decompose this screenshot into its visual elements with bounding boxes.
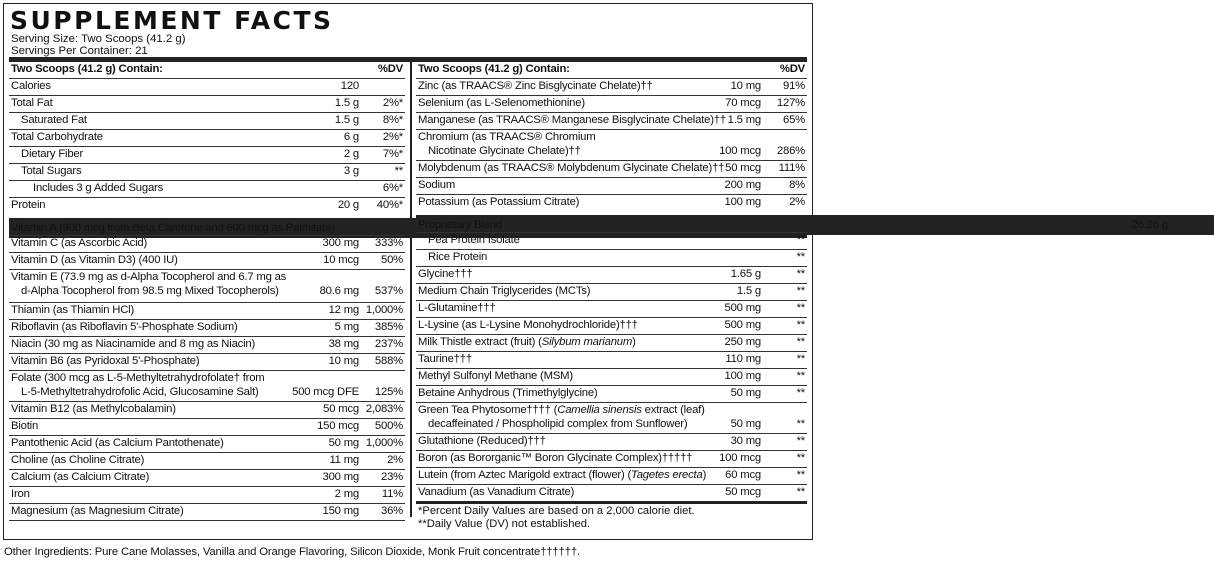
nutrient-row <box>9 235 405 253</box>
nutrient-dv: ** <box>796 234 805 246</box>
nutrient-row <box>9 302 405 320</box>
nutrient-name: Methyl Sulfonyl Methane (MSM) <box>418 370 573 382</box>
nutrient-amount: 10 mcg <box>323 254 359 266</box>
column-header <box>9 62 405 78</box>
nutrient-name: Vitamin B12 (as Methylcobalamin) <box>11 403 176 415</box>
nutrient-name: Selenium (as L-Selenomethionine) <box>418 97 585 109</box>
nutrient-amount: 50 mcg <box>725 486 761 498</box>
nutrient-amount: 150 mg <box>322 505 359 517</box>
nutrient-name: Total Sugars <box>21 165 82 177</box>
nutrient-amount: 11 mg <box>329 454 359 466</box>
nutrient-dv: ** <box>796 353 805 365</box>
nutrient-name: Vitamin A (900 mcg from Beta Carotene and 600 mcg as Palmitate) <box>11 222 335 234</box>
header-dv: %DV <box>377 63 403 75</box>
nutrient-name-cont: decaffeinated / Phospholipid complex from Sunflower) <box>428 418 688 430</box>
nutrient-name: Pea Protein Isolate <box>428 234 520 246</box>
nutrient-name: Total Carbohydrate <box>11 131 103 143</box>
nutrient-amount: 20 g <box>337 199 359 211</box>
nutrient-amount: 300 mg <box>322 237 359 249</box>
nutrient-amount: 3 g <box>343 165 359 177</box>
nutrient-name-cont: d-Alpha Tocopherol from 98.5 mg Mixed Tocopherols) <box>21 285 279 297</box>
nutrient-row <box>9 78 405 96</box>
nutrient-amount: 50 mg <box>328 437 359 449</box>
nutrient-dv: ** <box>394 165 403 177</box>
nutrient-dv: ** <box>796 370 805 382</box>
nutrient-row <box>9 163 405 181</box>
nutrient-dv: 286% <box>776 145 805 157</box>
nutrient-amount: 60 mcg <box>725 469 761 481</box>
nutrient-dv: ** <box>796 452 805 464</box>
closing-rule <box>9 520 405 521</box>
latin-name: Tagetes erecta <box>631 469 703 481</box>
nutrient-name: Potassium (as Potassium Citrate) <box>418 196 580 208</box>
nutrient-amount: 5 mg <box>334 321 359 333</box>
nutrient-row <box>9 95 405 113</box>
nutrient-dv: ** <box>796 285 805 297</box>
nutrient-name: Magnesium (as Magnesium Citrate) <box>11 505 184 517</box>
nutrient-dv: ** <box>796 469 805 481</box>
nutrient-name: Protein <box>11 199 46 211</box>
nutrient-dv: ** <box>796 435 805 447</box>
closing-rule <box>416 501 807 504</box>
nutrient-dv: ** <box>796 418 805 430</box>
nutrient-dv: 127% <box>776 97 805 109</box>
nutrient-amount: 1.5 mg <box>727 114 761 126</box>
nutrient-dv: 2%* <box>382 131 403 143</box>
nutrient-amount: 100 mg <box>724 370 761 382</box>
nutrient-dv: 537% <box>374 285 403 297</box>
nutrient-amount: 1.5 g <box>736 285 761 297</box>
nutrient-amount: 50 mg <box>730 387 761 399</box>
nutrient-dv: 2% <box>387 454 403 466</box>
column-divider <box>410 57 412 517</box>
nutrient-name: L-Lysine (as L-Lysine Monohydrochloride)††† <box>418 319 638 331</box>
nutrient-row <box>9 336 405 354</box>
nutrient-amount: 100 mcg <box>719 452 761 464</box>
nutrient-name: Molybdenum (as TRAACS® Molybdenum Glycinate Chelate)†† <box>418 162 725 174</box>
nutrient-name: Milk Thistle extract (fruit) (Silybum marianum) <box>418 336 636 348</box>
nutrient-name: Dietary Fiber <box>21 148 84 160</box>
nutrient-dv: 8%* <box>382 114 403 126</box>
nutrient-row <box>416 249 807 267</box>
nutrient-dv: 333% <box>374 237 403 249</box>
nutrient-amount: 300 mg <box>322 471 359 483</box>
nutrient-row <box>9 269 405 303</box>
nutrient-amount: 50 mg <box>730 418 761 430</box>
nutrient-name: Sodium <box>418 179 456 191</box>
nutrient-amount: 10 mg <box>328 355 359 367</box>
latin-name: Silybum marianum <box>541 336 633 348</box>
nutrient-amount: 500 mg <box>724 302 761 314</box>
nutrient-amount: 12 mg <box>328 304 359 316</box>
nutrient-name: Vitamin E (73.9 mg as d-Alpha Tocopherol and 6.7 mg as <box>11 271 287 283</box>
nutrient-dv: 50% <box>380 254 403 266</box>
nutrient-row <box>9 197 405 215</box>
nutrient-row <box>9 319 405 337</box>
nutrient-amount: 80.6 mg <box>319 285 359 297</box>
column-header <box>416 62 807 78</box>
nutrient-row <box>416 368 807 386</box>
nutrient-row <box>416 283 807 301</box>
nutrient-amount: 1.65 g <box>730 268 761 280</box>
nutrient-dv: 111% <box>778 162 805 174</box>
nutrient-amount: 50 mcg <box>725 162 761 174</box>
header-dv: %DV <box>779 63 805 75</box>
nutrient-name: L-Glutamine††† <box>418 302 496 314</box>
nutrient-dv: ** <box>796 268 805 280</box>
nutrient-dv: 2,083% <box>365 403 403 415</box>
nutrient-row <box>9 180 405 198</box>
nutrient-dv: 40%* <box>376 199 403 211</box>
nutrient-dv: 7%* <box>382 148 403 160</box>
nutrient-dv: ** <box>796 251 805 263</box>
nutrient-row <box>416 78 807 96</box>
nutrient-amount: 30 mg <box>730 435 761 447</box>
nutrient-name: Vanadium (as Vanadium Citrate) <box>418 486 575 498</box>
nutrient-name: Proprietary Blend <box>418 219 502 231</box>
nutrient-row <box>9 401 405 419</box>
nutrient-row <box>416 129 807 161</box>
footnote-dv-not-established: **Daily Value (DV) not established. <box>418 518 591 530</box>
nutrient-row <box>416 194 807 212</box>
nutrient-row <box>416 232 807 250</box>
nutrient-amount: 2 g <box>343 148 359 160</box>
nutrient-amount: 150 mcg <box>317 420 359 432</box>
nutrient-dv: 6%* <box>382 182 403 194</box>
nutrient-amount: 110 mg <box>725 353 761 365</box>
nutrient-amount: 10 mg <box>730 80 761 92</box>
nutrient-name: Folate (300 mcg as L-5-Methyltetrahydrofolate† from <box>11 372 265 384</box>
nutrient-name: Iron <box>11 488 30 500</box>
nutrient-name: Riboflavin (as Riboflavin 5'-Phosphate Sodium) <box>11 321 238 333</box>
nutrient-dv: 237% <box>374 338 403 350</box>
nutrient-dv: 11% <box>381 488 403 500</box>
nutrient-row <box>416 317 807 335</box>
nutrient-dv: ** <box>796 486 805 498</box>
nutrient-name-cont: Nicotinate Glycinate Chelate)†† <box>428 145 581 157</box>
nutrient-row <box>416 385 807 403</box>
nutrient-amount: 120 <box>340 80 359 92</box>
nutrient-dv: 2% <box>789 196 805 208</box>
nutrient-amount: 250 mg <box>724 336 761 348</box>
nutrient-row <box>9 418 405 436</box>
nutrient-name-cont: L-5-Methyltetrahydrofolic Acid, Glucosamine Salt) <box>21 386 259 398</box>
nutrient-row <box>416 450 807 468</box>
nutrient-name: Vitamin C (as Ascorbic Acid) <box>11 237 148 249</box>
serving-size: Serving Size: Two Scoops (41.2 g) <box>11 33 186 45</box>
nutrient-name: Green Tea Phytosome†††† (Camellia sinensis extract (leaf) <box>418 404 705 416</box>
nutrient-dv: 1,000% <box>365 304 403 316</box>
nutrient-dv: ** <box>796 319 805 331</box>
nutrient-amount: 1.5 g <box>334 114 359 126</box>
nutrient-row <box>9 146 405 164</box>
nutrient-name: Lutein (from Aztec Marigold extract (flower) (Tagetes erecta) <box>418 469 707 481</box>
nutrient-row <box>416 95 807 113</box>
footnote-percent-dv: *Percent Daily Values are based on a 2,000 calorie diet. <box>418 505 695 517</box>
nutrient-row <box>9 452 405 470</box>
nutrient-name: Betaine Anhydrous (Trimethylglycine) <box>418 387 598 399</box>
header-label: Two Scoops (41.2 g) Contain: <box>11 63 163 75</box>
nutrient-row <box>416 402 807 434</box>
nutrient-name: Pantothenic Acid (as Calcium Pantothenate) <box>11 437 224 449</box>
nutrient-dv: 385% <box>374 321 403 333</box>
panel-title: SUPPLEMENT FACTS <box>10 6 334 35</box>
nutrient-dv: 1,000% <box>365 437 403 449</box>
nutrient-dv: 2%* <box>382 97 403 109</box>
nutrient-amount: 100 mg <box>724 196 761 208</box>
header-label: Two Scoops (41.2 g) Contain: <box>418 63 570 75</box>
nutrient-amount: 26.26 g <box>1131 219 1168 231</box>
nutrient-name: Choline (as Choline Citrate) <box>11 454 145 466</box>
nutrient-name: Zinc (as TRAACS® Zinc Bisglycinate Chelate)†† <box>418 80 653 92</box>
latin-name: Camellia sinensis <box>557 404 642 416</box>
nutrient-row <box>9 435 405 453</box>
nutrient-dv: ** <box>796 302 805 314</box>
servings-per-container: Servings Per Container: 21 <box>11 45 148 57</box>
nutrient-amount: 2 mg <box>334 488 359 500</box>
nutrient-dv: 588% <box>374 355 403 367</box>
nutrient-amount: 1.5 g <box>334 97 359 109</box>
nutrient-dv: 91% <box>782 80 805 92</box>
nutrient-row <box>416 334 807 352</box>
nutrient-row <box>416 112 807 130</box>
nutrient-name: Biotin <box>11 420 39 432</box>
nutrient-row <box>9 370 405 402</box>
nutrient-name: Calcium (as Calcium Citrate) <box>11 471 150 483</box>
nutrient-row <box>9 469 405 487</box>
nutrient-row <box>9 129 405 147</box>
nutrient-dv: 23% <box>380 471 403 483</box>
other-ingredients: Other Ingredients: Pure Cane Molasses, Vanilla and Orange Flavoring, Silicon Dioxide, Monk Fruit concentrate††††††. <box>4 546 580 558</box>
nutrient-row <box>416 177 807 195</box>
nutrient-row <box>9 353 405 371</box>
nutrient-name: Saturated Fat <box>21 114 87 126</box>
nutrient-row <box>9 503 405 521</box>
nutrient-row <box>416 467 807 485</box>
nutrient-amount: 500 mcg DFE <box>292 386 359 398</box>
nutrient-name: Total Fat <box>11 97 53 109</box>
nutrient-dv: 500% <box>374 420 403 432</box>
nutrient-amount: 70 mcg <box>725 97 761 109</box>
nutrient-row <box>416 433 807 451</box>
nutrient-dv: ** <box>796 387 805 399</box>
nutrient-row <box>416 266 807 284</box>
nutrient-dv: 8% <box>789 179 805 191</box>
nutrient-row <box>416 160 807 178</box>
nutrient-name: Glycine††† <box>418 268 473 280</box>
nutrient-name: Glutathione (Reduced)††† <box>418 435 546 447</box>
nutrient-dv: 65% <box>782 114 805 126</box>
nutrient-row <box>416 351 807 369</box>
nutrient-name: Chromium (as TRAACS® Chromium <box>418 131 596 143</box>
nutrient-name: Boron (as Bororganic™ Boron Glycinate Complex)††††† <box>418 452 693 464</box>
nutrient-name: Thiamin (as Thiamin HCl) <box>11 304 135 316</box>
nutrient-row <box>416 484 807 502</box>
nutrient-amount: 50 mcg <box>323 403 359 415</box>
nutrient-row <box>9 112 405 130</box>
nutrient-row <box>9 252 405 270</box>
nutrient-dv: 36% <box>380 505 403 517</box>
nutrient-name: Niacin (30 mg as Niacinamide and 8 mg as Niacin) <box>11 338 256 350</box>
nutrient-dv: 125% <box>374 386 403 398</box>
nutrient-amount: 6 g <box>343 131 359 143</box>
nutrient-dv: ** <box>796 336 805 348</box>
nutrient-row <box>9 486 405 504</box>
footnotes <box>418 505 695 531</box>
nutrient-name: Vitamin D (as Vitamin D3) (400 IU) <box>11 254 178 266</box>
nutrient-amount: 500 mg <box>724 319 761 331</box>
nutrient-name: Calories <box>11 80 51 92</box>
nutrient-name: Vitamin B6 (as Pyridoxal 5'-Phosphate) <box>11 355 200 367</box>
nutrient-name: Medium Chain Triglycerides (MCTs) <box>418 285 591 297</box>
nutrient-amount: 100 mcg <box>719 145 761 157</box>
nutrient-name: Includes 3 g Added Sugars <box>33 182 164 194</box>
nutrient-row <box>416 300 807 318</box>
nutrient-name: Taurine††† <box>418 353 472 365</box>
nutrient-name: Rice Protein <box>428 251 488 263</box>
nutrient-amount: 38 mg <box>328 338 359 350</box>
nutrient-amount: 200 mg <box>724 179 761 191</box>
nutrient-name: Manganese (as TRAACS® Manganese Bisglycinate Chelate)†† <box>418 114 726 126</box>
